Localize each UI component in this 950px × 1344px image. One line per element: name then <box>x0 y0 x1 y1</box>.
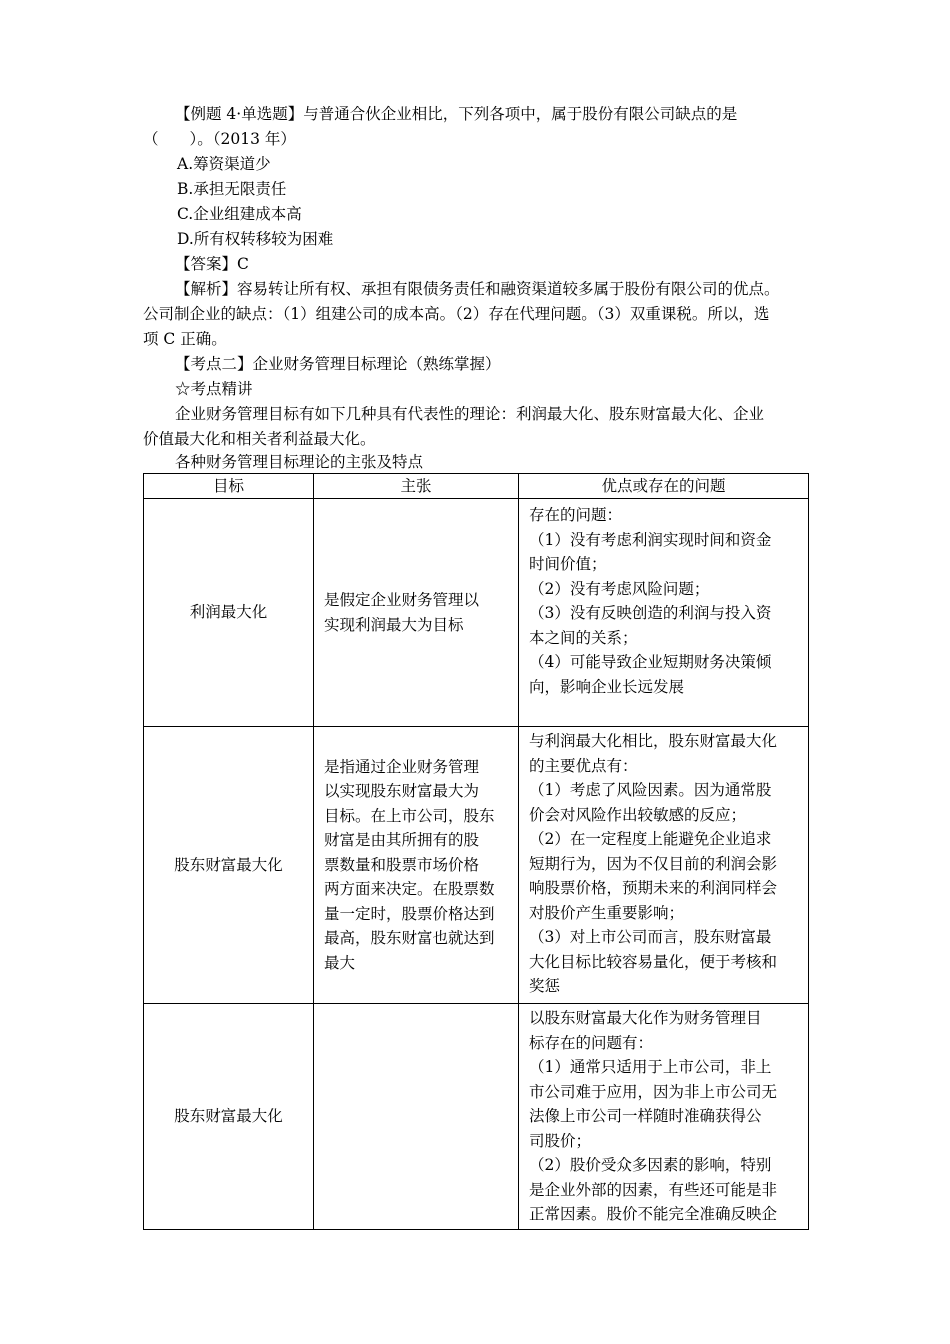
question-title: 【例题 4·单选题】与普通合伙企业相比，下列各项中，属于股份有限公司缺点的是 <box>175 105 738 123</box>
analysis-line-1: 【解析】容易转让所有权、承担有限债务责任和融资渠道较多属于股份有限公司的优点。 <box>175 280 780 298</box>
issue-line: 法像上市公司一样随时准确获得公 <box>529 1107 762 1125</box>
goal-cell: 股东财富最大化 <box>144 727 314 1004</box>
claim-line: 以实现股东财富最大为 <box>324 782 480 801</box>
issue-cell <box>519 1004 809 1230</box>
issue-line: 存在的问题： <box>529 506 623 524</box>
issue-line: 以股东财富最大化作为财务管理目 <box>529 1009 762 1027</box>
issue-cell <box>519 727 809 1004</box>
analysis-line-3: 项 C 正确。 <box>143 330 227 348</box>
header-issue: 优点或存在的问题 <box>519 474 809 499</box>
issue-line: 是企业外部的因素，有些还可能是非 <box>529 1180 778 1199</box>
option-a: A.筹资渠道少 <box>177 155 271 173</box>
table-row <box>144 727 809 1004</box>
issue-line: 价会对风险作出较敏感的反应； <box>529 805 747 824</box>
issue-line: 司股价； <box>529 1131 592 1150</box>
issue-line: （1）考虑了风险因素。因为通常股 <box>529 781 772 799</box>
issue-line: 短期行为，因为不仅目前的利润会影 <box>529 854 778 873</box>
issue-line: 标存在的问题有： <box>529 1033 654 1052</box>
issue-line: 正常因素。股价不能完全准确反映企 <box>529 1205 778 1223</box>
issue-line: （3）对上市公司而言，股东财富最 <box>529 928 772 946</box>
section-para-line-2: 价值最大化和相关者利益最大化。 <box>143 430 376 448</box>
issue-line: 大化目标比较容易量化，便于考核和 <box>529 952 778 971</box>
claim-cell <box>314 727 519 1004</box>
answer: 【答案】C <box>175 255 249 273</box>
table-caption: 各种财务管理目标理论的主张及特点 <box>175 453 424 471</box>
claim-line: 票数量和股票市场价格 <box>324 855 480 874</box>
goal-theory-table <box>143 473 809 1230</box>
table-row <box>144 1004 809 1230</box>
option-d: D.所有权转移较为困难 <box>177 230 334 248</box>
issue-line: 时间价值； <box>529 555 607 573</box>
analysis-line-2: 公司制企业的缺点：（1）组建公司的成本高。（2）存在代理问题。（3）双重课税。所以，选 <box>143 305 770 323</box>
section-para-line-1: 企业财务管理目标有如下几种具有代表性的理论：利润最大化、股东财富最大化、企业 <box>175 405 765 423</box>
claim-line: 两方面来决定。在股票数 <box>324 880 495 899</box>
claim-cell <box>314 499 519 727</box>
claim-cell <box>314 1004 519 1230</box>
goal-cell: 股东财富最大化 <box>144 1004 314 1230</box>
table-row <box>144 499 809 727</box>
claim-line: 目标。在上市公司，股东 <box>324 806 495 825</box>
issue-cell <box>519 499 809 727</box>
claim-line: 实现利润最大为目标 <box>324 615 464 634</box>
issue-line: 的主要优点有： <box>529 756 638 775</box>
issue-line: （2）没有考虑风险问题； <box>529 579 710 598</box>
option-b: B.承担无限责任 <box>177 180 287 198</box>
claim-line: 量一定时，股票价格达到 <box>324 904 495 923</box>
issue-line: 响股票价格，预期未来的利润同样会 <box>529 879 778 897</box>
claim-line: 是假定企业财务管理以 <box>324 591 480 609</box>
claim-line: 最大 <box>324 953 356 972</box>
header-claim: 主张 <box>314 474 519 499</box>
issue-line: （1）通常只适用于上市公司，非上 <box>529 1058 772 1076</box>
header-goal: 目标 <box>144 474 314 499</box>
issue-line: （2）在一定程度上能避免企业追求 <box>529 830 772 848</box>
issue-line: 与利润最大化相比，股东财富最大化 <box>529 732 778 750</box>
option-c: C.企业组建成本高 <box>177 205 302 223</box>
issue-line: 对股价产生重要影响； <box>529 903 685 922</box>
issue-line: （4）可能导致企业短期财务决策倾 <box>529 653 772 671</box>
issue-line: 向，影响企业长远发展 <box>529 677 685 696</box>
question-title-cont: （ ）。（2013 年） <box>143 130 296 148</box>
claim-line: 财富是由其所拥有的股 <box>324 831 480 850</box>
issue-line: （2）股价受众多因素的影响，特别 <box>529 1156 772 1174</box>
claim-line: 最高，股东财富也就达到 <box>324 929 495 948</box>
issue-line: （3）没有反映创造的利润与投入资 <box>529 604 772 622</box>
issue-line: 本之间的关系； <box>529 628 638 647</box>
goal-cell: 利润最大化 <box>144 499 314 727</box>
issue-line: （1）没有考虑利润实现时间和资金 <box>529 530 772 549</box>
section-sub: ☆考点精讲 <box>175 380 253 398</box>
issue-line: 市公司难于应用，因为非上市公司无 <box>529 1082 778 1101</box>
claim-line: 是指通过企业财务管理 <box>324 757 480 776</box>
section-heading: 【考点二】企业财务管理目标理论（熟练掌握） <box>175 355 501 373</box>
issue-line: 奖惩 <box>529 977 561 995</box>
table-header-row <box>144 474 809 499</box>
